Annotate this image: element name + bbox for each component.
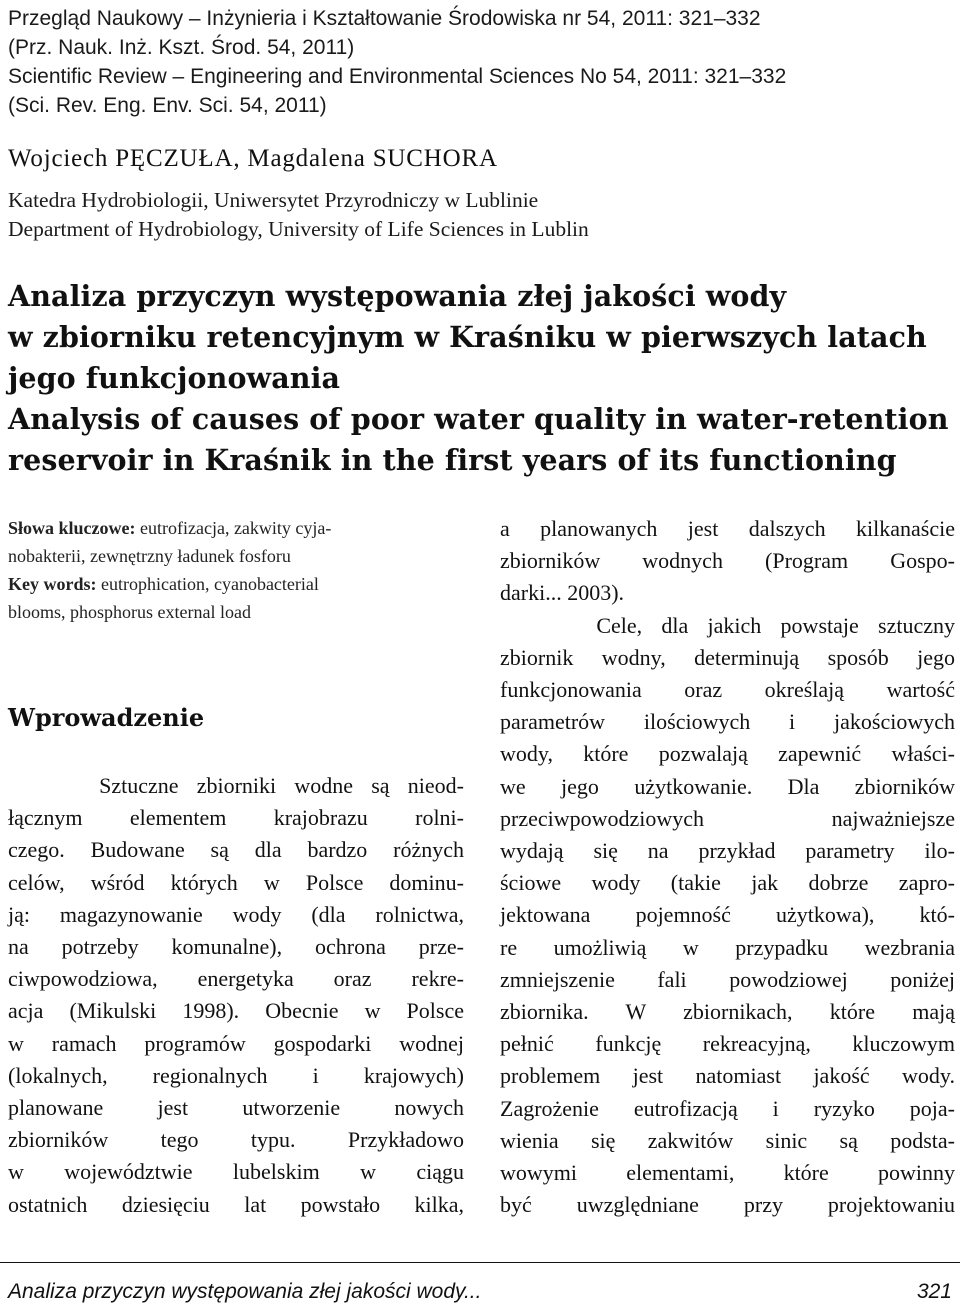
body-line: w województwie lubelskim w ciągu bbox=[8, 1159, 464, 1185]
article-title bbox=[8, 276, 949, 481]
keywords-block bbox=[8, 514, 463, 626]
body-line: zbiorników wodnych (Program Gospo- bbox=[500, 548, 955, 574]
body-line: re umożliwią w przypadku wezbrania bbox=[500, 934, 955, 960]
body-line: wienia się zakwitów sinic są podsta- bbox=[500, 1127, 955, 1153]
body-line: acja (Mikulski 1998). Obecnie w Polsce bbox=[8, 998, 464, 1024]
journal-header-line: (Sci. Rev. Eng. Env. Sci. 54, 2011) bbox=[8, 94, 327, 117]
keywords-en-text: eutrophication, cyanobacterial bbox=[101, 574, 319, 594]
body-line: Cele, dla jakich powstaje sztuczny bbox=[500, 612, 955, 638]
body-line: ciwpowodziowa, energetyka oraz rekre- bbox=[8, 966, 464, 992]
body-line: łącznym elementem krajobrazu rolni- bbox=[8, 805, 464, 831]
body-line: zbiornika. W zbiornikach, które mają bbox=[500, 999, 955, 1025]
body-line: parametrów ilościowych i jakościowych bbox=[500, 709, 955, 735]
body-line: pełnić funkcję rekreacyjną, kluczowym bbox=[500, 1031, 955, 1057]
body-line: (lokalnych, regionalnych i krajowych) bbox=[8, 1062, 464, 1088]
journal-header-line: Przegląd Naukowy – Inżynieria i Kształtowanie Środowiska nr 54, 2011: 321–332 bbox=[8, 7, 761, 30]
authors: Wojciech PĘCZUŁA, Magdalena SUCHORA bbox=[8, 145, 498, 172]
body-line: przeciwpowodziowych najważniejsze bbox=[500, 805, 955, 831]
body-line: a planowanych jest dalszych kilkanaście bbox=[500, 516, 955, 541]
journal-header-line: Scientific Review – Engineering and Environmental Sciences No 54, 2011: 321–332 bbox=[8, 65, 787, 88]
section-heading-introduction: Wprowadzenie bbox=[8, 703, 205, 732]
title-line: jego funkcjonowania bbox=[8, 361, 341, 395]
body-line: w ramach programów gospodarki wodnej bbox=[8, 1030, 464, 1056]
journal-header bbox=[8, 4, 786, 120]
body-line: ją: magazynowanie wody (dla rolnictwa, bbox=[8, 901, 464, 927]
affiliation-line-en: Department of Hydrobiology, University of Life Sciences in Lublin bbox=[8, 217, 589, 241]
title-line: Analiza przyczyn występowania złej jakości wody bbox=[8, 279, 787, 313]
body-column-left bbox=[8, 770, 464, 1221]
body-line: wody, które pozwalają zapewnić właści- bbox=[500, 741, 955, 767]
body-line: zbiornik wodny, determinują sposób jego bbox=[500, 644, 955, 670]
body-line: problemem jest natomiast jakość wody. bbox=[500, 1063, 955, 1089]
body-line: wowymi elementami, które powinny bbox=[500, 1160, 955, 1186]
body-line: funkcjonowania oraz określają wartość bbox=[500, 677, 955, 703]
body-line: celów, wśród których w Polsce dominu- bbox=[8, 869, 464, 895]
keywords-pl-label: Słowa kluczowe: bbox=[8, 518, 136, 538]
body-line: czego. Budowane są dla bardzo różnych bbox=[8, 837, 464, 863]
body-line: ostatnich dziesięciu lat powstało kilka, bbox=[8, 1191, 464, 1217]
body-line: ściowe wody (takie jak dobrze zapro- bbox=[500, 870, 955, 896]
title-line: reservoir in Kraśnik in the first years of its functioning bbox=[8, 443, 897, 477]
body-line: planowane jest utworzenie nowych bbox=[8, 1095, 464, 1121]
running-title: Analiza przyczyn występowania złej jakości wody... bbox=[8, 1280, 482, 1303]
keywords-pl-line: nobakterii, zewnętrzny ładunek fosforu bbox=[8, 546, 291, 566]
footer-divider bbox=[0, 1262, 960, 1263]
body-line: we jego użytkowanie. Dla zbiorników bbox=[500, 773, 955, 799]
affiliation-line-pl: Katedra Hydrobiologii, Uniwersytet Przyrodniczy w Lublinie bbox=[8, 188, 539, 212]
keywords-en-line: blooms, phosphorus external load bbox=[8, 602, 251, 622]
body-line: darki... 2003). bbox=[500, 580, 625, 606]
body-line: zbiorników tego typu. Przykładowo bbox=[8, 1127, 464, 1153]
journal-header-line: (Prz. Nauk. Inż. Kszt. Środ. 54, 2011) bbox=[8, 36, 355, 59]
keywords-en-label: Key words: bbox=[8, 574, 97, 594]
body-line: zmniejszenie fali powodziowej poniżej bbox=[500, 966, 955, 992]
affiliation bbox=[8, 186, 589, 244]
keywords-pl-text: eutrofizacja, zakwity cyja- bbox=[140, 518, 332, 538]
body-line: na potrzeby komunalne), ochrona prze- bbox=[8, 934, 464, 960]
page-number: 321 bbox=[916, 1280, 952, 1303]
body-column-right bbox=[500, 513, 955, 1221]
body-line: Sztuczne zbiorniki wodne są nieod- bbox=[8, 773, 464, 798]
title-line: Analysis of causes of poor water quality in water-retention bbox=[8, 402, 949, 436]
body-line: Zagrożenie eutrofizacją i ryzyko poja- bbox=[500, 1095, 955, 1121]
body-line: jektowana pojemność użytkowa), któ- bbox=[500, 902, 955, 928]
keywords-en-line bbox=[8, 570, 463, 598]
body-line: być uwzględniane przy projektowaniu bbox=[500, 1192, 955, 1218]
body-line: wydają się na przykład parametry ilo- bbox=[500, 838, 955, 864]
keywords-pl-line bbox=[8, 514, 463, 542]
title-line: w zbiorniku retencyjnym w Kraśniku w pierwszych latach bbox=[8, 320, 927, 354]
